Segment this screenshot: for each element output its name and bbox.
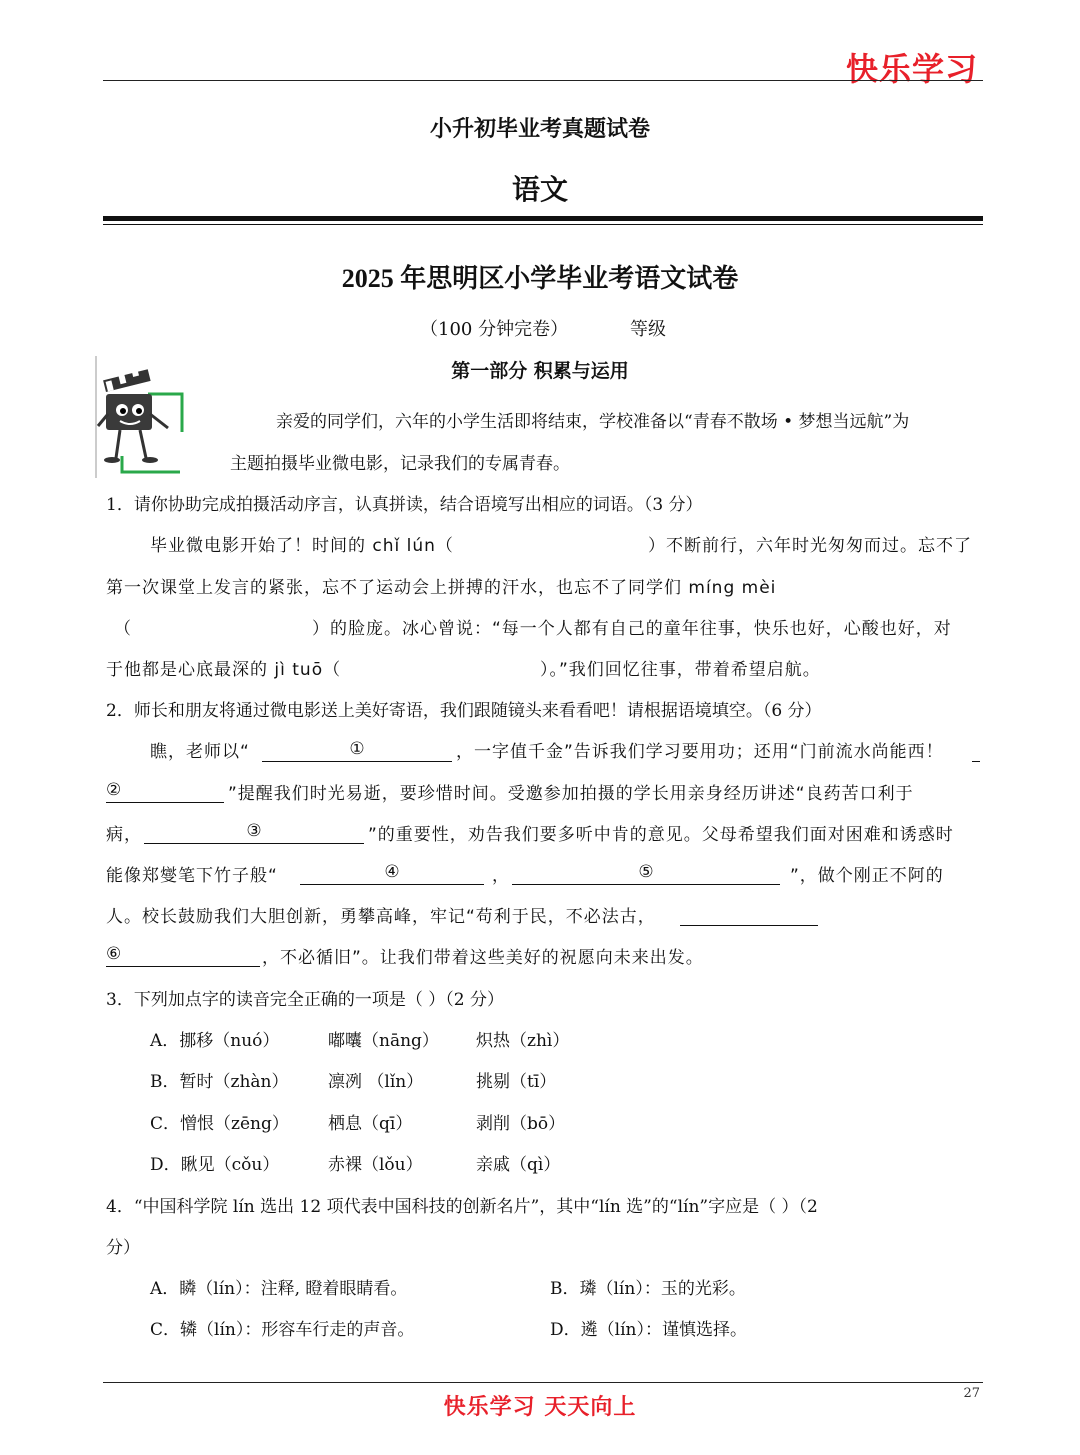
q3-option-d3: 亲戚（qì） [476, 1155, 561, 1175]
q2-comma: ， [492, 866, 510, 886]
q4-option-d[interactable]: D．遴（lín）：谨慎选择。 [550, 1320, 747, 1340]
intro-line-1: 亲爱的同学们，六年的小学生活即将结束，学校准备以“青春不散场 • 梦想当远航”为 [276, 412, 910, 432]
title-rule-thick [103, 216, 983, 221]
q2-line-4a: 能像郑燮笔下竹子般“ [106, 866, 278, 886]
q1-line-1b: ）不断前行，六年时光匆匆而过。忘不了 [648, 536, 972, 556]
q2-line-1b: ，一字值千金”告诉我们学习要用功；还用“门前流水尚能西！ [456, 742, 944, 762]
q3-option-a3: 炽热（zhì） [476, 1031, 570, 1051]
q3-stem: 3．下列加点字的读音完全正确的一项是（ ）（2 分） [106, 990, 504, 1010]
q3-option-b1[interactable]: B．暂时（zhàn） [150, 1072, 289, 1092]
q2-line-1a: 瞧，老师以“ [150, 742, 250, 762]
document-subtitle: 小升初毕业考真题试卷 [429, 117, 650, 142]
exam-time: （100 分钟完卷） [420, 319, 569, 340]
q4-option-c[interactable]: C．辚（lín）：形容车行走的声音。 [150, 1320, 415, 1340]
q2-line-3b: ”的重要性，劝告我们要多听中肯的意见。父母希望我们面对困难和诱惑时 [368, 825, 954, 845]
q2-blank-6-start [680, 905, 818, 926]
page-number: 27 [963, 1386, 980, 1401]
footer-rule [103, 1382, 983, 1383]
q3-option-a2: 嘟囔（nāng） [328, 1031, 439, 1051]
q2-blank-1[interactable]: ① [262, 741, 452, 762]
brand-logo: 快乐学习 [845, 50, 978, 88]
q2-blank-4[interactable]: ④ [300, 864, 484, 885]
part-title: 第一部分 积累与运用 [451, 360, 629, 382]
q2-blank-3[interactable]: ③ [144, 823, 364, 844]
q2-line-3a: 病， [106, 825, 142, 845]
q4-option-b[interactable]: B．璘（lín）：玉的光彩。 [550, 1279, 746, 1299]
q4-option-a[interactable]: A．瞵（lín）：注释, 瞪着眼睛看。 [150, 1279, 408, 1299]
intro-line-2: 主题拍摄毕业微电影，记录我们的专属青春。 [230, 454, 570, 474]
exam-title: 2025 年思明区小学毕业考语文试卷 [341, 264, 739, 293]
q2-blank-2[interactable]: ② [106, 782, 224, 803]
q1-line-2: 第一次课堂上发言的紧张，忘不了运动会上拼搏的汗水，也忘不了同学们 míng mèi [106, 578, 777, 598]
q1-line-3b: ）的脸庞。冰心曾说：“每一个人都有自己的童年往事，快乐也好，心酸也好，对 [312, 619, 952, 639]
q2-blank-6[interactable]: ⑥ [106, 946, 260, 967]
q2-line-6b: ，不必循旧”。让我们带着这些美好的祝愿向未来出发。 [262, 948, 704, 968]
q2-line-2b: ”提醒我们时光易逝，要珍惜时间。受邀参加拍摄的学长用亲身经历讲述“良药苦口利于 [228, 784, 914, 804]
q1-line-4b: ）。”我们回忆往事，带着希望启航。 [540, 660, 821, 680]
q1-line-4a: 于他都是心底最深的 jì tuō（ [106, 660, 342, 680]
q3-option-a1[interactable]: A．挪移（nuó） [150, 1031, 280, 1051]
header-rule [103, 80, 983, 81]
q2-line-4b: ”，做个刚正不阿的 [790, 866, 944, 886]
q4-stem-cont: 分） [106, 1238, 140, 1258]
grade-label: 等级 [630, 319, 666, 340]
q2-line-5: 人。校长鼓励我们大胆创新，勇攀高峰，牢记“苟利于民，不必法古， [106, 907, 656, 927]
q3-option-b2: 凛冽 （lǐn） [328, 1072, 424, 1092]
q3-option-c2: 栖息（qī） [328, 1114, 413, 1134]
title-rule-thin [103, 224, 983, 225]
q2-blank-2-start [972, 741, 980, 762]
q3-option-c3: 剥削（bō） [476, 1114, 566, 1134]
q1-stem: 1．请你协助完成拍摄活动序言，认真拼读，结合语境写出相应的词语。（3 分） [106, 495, 703, 515]
q2-blank-5[interactable]: ⑤ [512, 864, 780, 885]
q3-option-d1[interactable]: D．瞅见（cǒu） [150, 1155, 280, 1175]
q3-option-d2: 赤裸（lǒu） [328, 1155, 423, 1175]
q4-stem: 4．“中国科学院 lín 选出 12 项代表中国科技的创新名片”，其中“lín 选”的“lín”字应是（ ）（2 [106, 1197, 818, 1217]
q1-line-1a: 毕业微电影开始了！时间的 chǐ lún（ [150, 536, 454, 556]
footer-slogan: 快乐学习 天天向上 [443, 1395, 637, 1420]
q3-option-b3: 挑剔（tī） [476, 1072, 557, 1092]
q1-line-3a: （ [114, 619, 132, 639]
q2-stem: 2．师长和朋友将通过微电影送上美好寄语，我们跟随镜头来看看吧！请根据语境填空。（6 分） [106, 701, 822, 721]
subject-title: 语文 [511, 173, 568, 206]
clapperboard-mascot-icon [92, 354, 188, 480]
q3-option-c1[interactable]: C．憎恨（zēng） [150, 1114, 289, 1134]
